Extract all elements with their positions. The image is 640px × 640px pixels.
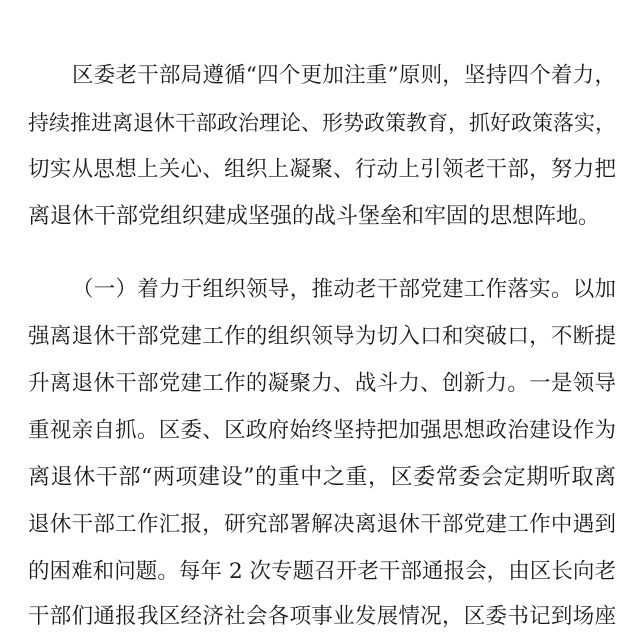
paragraph-1-line-2: 持续推进离退休干部政治理论、形势政策教育，抓好政策落实， — [28, 111, 616, 135]
paragraph-2-line-5: 离退休干部“两项建设”的重中之重，区委常委会定期听取离 — [28, 465, 616, 490]
paragraph-2-line-1: （一）着力于组织领导，推动老干部党建工作落实。以加 — [72, 277, 616, 302]
paragraph-2-line-3: 升离退休干部党建工作的凝聚力、战斗力、创新力。一是领导 — [28, 371, 616, 396]
paragraph-1-line-3: 切实从思想上关心、组织上凝聚、行动上引领老干部，努力把 — [28, 157, 616, 182]
paragraph-2-line-4: 重视亲自抓。区委、区政府始终坚持把加强思想政治建设作为 — [28, 418, 616, 443]
paragraph-2-line-2: 强离退休干部党建工作的组织领导为切入口和突破口，不断提 — [28, 324, 616, 349]
paragraph-2-line-7: 的困难和问题。每年 2 次专题召开老干部通报会，由区长向老 — [28, 559, 616, 584]
paragraph-1-line-4: 离退休干部党组织建成坚强的战斗堡垒和牢固的思想阵地。 — [28, 204, 601, 229]
paragraph-1-line-1: 区委老干部局遵循“四个更加注重”原则，坚持四个着力， — [72, 63, 616, 88]
paragraph-2-line-6: 退休干部工作汇报，研究部署解决离退休干部党建工作中遇到 — [28, 512, 616, 537]
paragraph-2-line-8: 干部们通报我区经济社会各项事业发展情况，区委书记到场座 — [28, 604, 616, 629]
